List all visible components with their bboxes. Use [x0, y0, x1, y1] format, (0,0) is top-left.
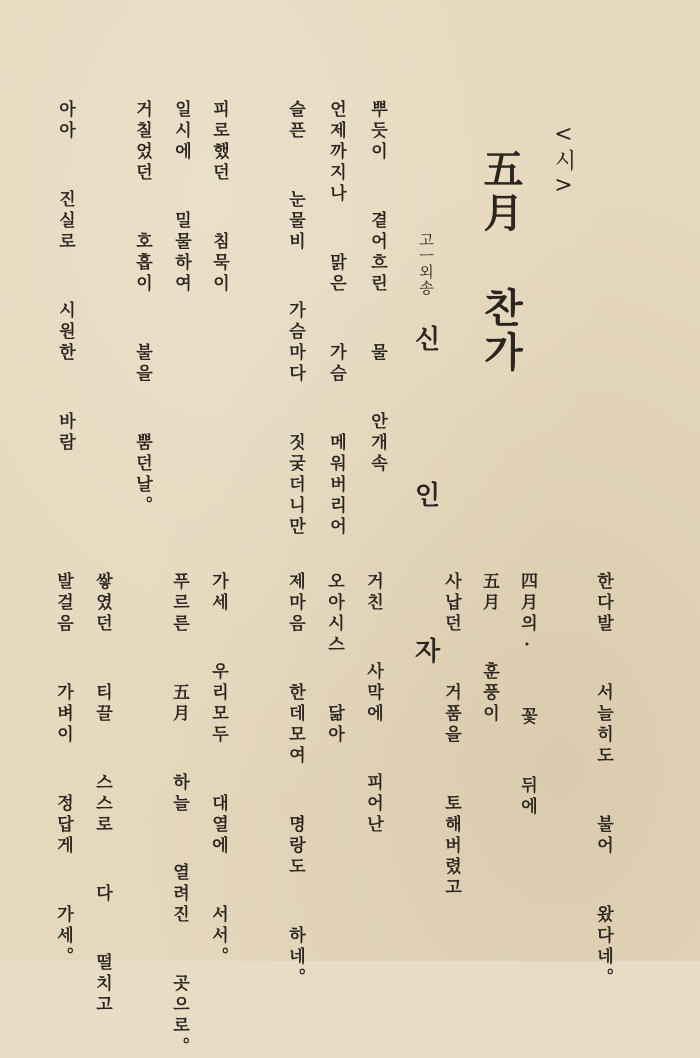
poem-line: 제마음 한데모여 명랑도 하네。 [285, 572, 305, 989]
section-tag: <시> [551, 122, 576, 200]
poem-line: 쌓였던 티끌 스스로 다 떨치고 [92, 572, 112, 1016]
poem-line: 푸르른 五月 하늘 열려진 곳으로。 [169, 572, 189, 1058]
poem-title: 五月 찬가 [477, 148, 524, 375]
poem-line: 한다발 서늘히도 불어 왔다네。 [593, 572, 613, 989]
author-school: 고ㅡ외송 [417, 232, 435, 296]
poem-line: 아아 진실로 시원한 바람 [55, 100, 75, 454]
poem-line: 오아시스 닮아 [324, 572, 344, 746]
poem-line: 거친 사막에 피어난 [363, 572, 383, 836]
poem-line: 四月의· 꽃 뒤에 [517, 572, 537, 818]
poem-line: 사납던 거품을 토해버렸고 [441, 572, 461, 899]
poem-line: 언제까지나 맑은 가슴 메워버리어 [326, 100, 346, 538]
author-name: 신 인 자 [410, 325, 440, 713]
poem-line: 五月 훈풍이 [479, 572, 499, 725]
poem-line: 뿌듯이 곁어흐린 물 안개속 [367, 100, 387, 475]
poem-line: 가세 우리모두 대열에 서서。 [208, 572, 228, 968]
poem-line: 발걸음 가벼이 정답게 가세。 [53, 572, 73, 968]
poem-line: 일시에 밀물하여 [171, 100, 191, 295]
poem-line: 피로했던 침묵이 [209, 100, 229, 295]
poem-line: 슬픈 눈물비 가슴마다 짓궂더니만 [285, 100, 305, 538]
poem-line: 거칠었던 호흡이 불을 뿜던날。 [132, 100, 152, 517]
